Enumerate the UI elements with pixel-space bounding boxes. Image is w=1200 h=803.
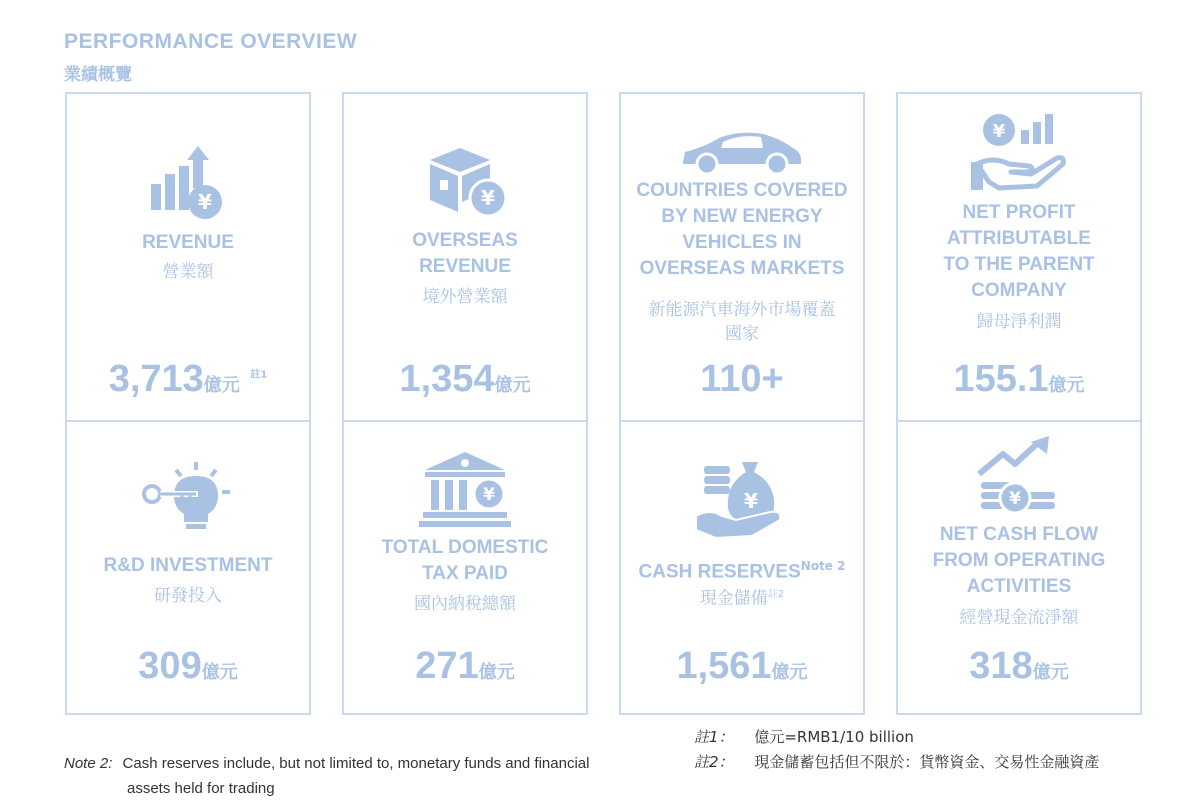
- footnote-2-label: Note 2:: [64, 755, 113, 772]
- card-title-zh: 經營現金流淨額: [959, 608, 1079, 628]
- card-rd-investment: [65, 420, 311, 715]
- svg-text:¥: ¥: [483, 485, 495, 505]
- card-title: CASH $RESERVES^{Note 2}$: [638, 559, 846, 583]
- card-total-tax: [342, 420, 588, 715]
- footnote-1-zh: 註1： 億元=RMB1/10 billion: [694, 728, 914, 746]
- card-value: 318億元: [969, 645, 1069, 687]
- card-title-zh: 境外營業額: [422, 287, 508, 307]
- card-title-zh: 現金儲備$^{註2}$: [699, 588, 785, 609]
- card-value: 1,354億元: [399, 358, 531, 400]
- footnote-2-zh: 註2： 現金儲蓄包括但不限於：貨幣資金、交易性金融資產: [694, 753, 1100, 771]
- coins-arrow-up-icon: [969, 436, 1069, 518]
- card-value: 1,561億元: [676, 645, 808, 687]
- card-net-profit: [896, 92, 1142, 422]
- card-net-cash-flow: [896, 420, 1142, 715]
- svg-text:¥: ¥: [992, 121, 1006, 142]
- bank-yen-icon: [415, 448, 515, 530]
- footnote-2-en: [64, 751, 684, 801]
- footnote-2-text-2: assets held for trading: [127, 780, 275, 797]
- card-value: 309億元: [138, 645, 238, 687]
- card-title-zh: 歸母淨利潤: [976, 312, 1062, 332]
- card-value: 110+: [700, 358, 784, 400]
- card-title: R&D INVESTMENT: [103, 555, 273, 576]
- card-title: NET PROFIT ATTRIBUTABLE TO THE PARENT COMPANY: [943, 202, 1095, 301]
- card-revenue: [65, 92, 311, 422]
- key-lightbulb-icon: [138, 458, 238, 538]
- card-title-zh: 研發投入: [154, 586, 222, 606]
- page-title: PERFORMANCE OVERVIEW: [64, 30, 358, 53]
- card-value: 155.1億元: [953, 358, 1085, 400]
- box-yen-icon: [415, 140, 515, 224]
- card-cash-reserves: [619, 420, 865, 715]
- car-icon: [677, 128, 807, 178]
- card-title: NET CASH FLOW FROM OPERATING ACTIVITIES: [932, 524, 1106, 597]
- card-title-zh: 新能源汽車海外市場覆蓋 國家: [648, 300, 836, 344]
- card-title-zh: 國內納稅總額: [414, 594, 516, 614]
- card-overseas-revenue: [342, 92, 588, 422]
- card-title: TOTAL DOMESTIC TAX PAID: [381, 537, 549, 584]
- card-countries-covered: [619, 92, 865, 422]
- card-title: COUNTRIES COVERED BY NEW ENERGY VEHICLES IN OVERSEAS MARKETS: [636, 180, 848, 279]
- money-bag-hand-icon: [692, 458, 792, 544]
- svg-text:¥: ¥: [198, 190, 212, 214]
- svg-text:¥: ¥: [744, 489, 758, 513]
- revenue-chart-yen-icon: [143, 144, 233, 224]
- card-title-zh: 營業額: [162, 262, 214, 282]
- card-value: 3,713億元 $^{註1}$: [108, 358, 268, 400]
- card-title: REVENUE: [142, 232, 234, 253]
- hand-yen-chart-icon: [969, 108, 1069, 194]
- svg-text:¥: ¥: [481, 186, 495, 210]
- card-title: OVERSEAS REVENUE: [412, 230, 518, 277]
- card-value: 271億元: [415, 645, 515, 687]
- svg-text:¥: ¥: [1009, 489, 1021, 509]
- footnote-2-text: Cash reserves include, but not limited to, monetary funds and financial: [122, 755, 590, 772]
- page-title-zh: 業績概覽: [64, 65, 132, 85]
